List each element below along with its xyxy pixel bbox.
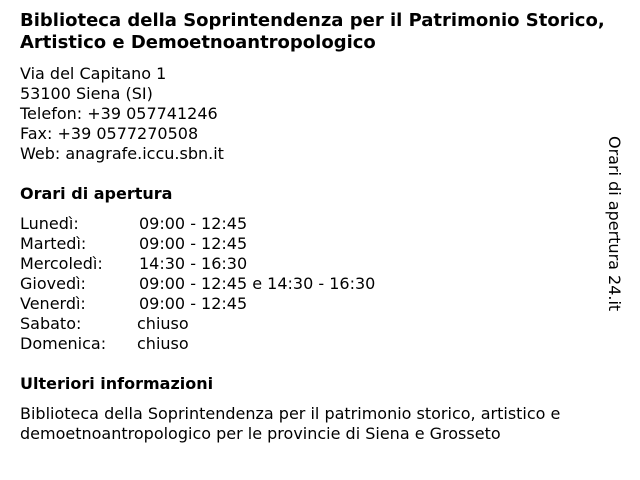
day-label: Domenica: — [20, 334, 107, 353]
additional-info-heading: Ulteriori informazioni — [20, 374, 214, 393]
time-value: 09:00 - 12:45 e 14:30 - 16:30 — [139, 274, 376, 293]
time-value: 09:00 - 12:45 — [139, 294, 248, 313]
time-value: chiuso — [137, 314, 189, 333]
additional-info-text: Biblioteca della Soprintendenza per il patrimonio storico, artistico e demoetnoantropologico per le provincie di Siena e Grosseto — [20, 404, 561, 443]
time-value: 09:00 - 12:45 — [139, 214, 248, 233]
opening-hours-heading: Orari di apertura — [20, 184, 173, 203]
day-label: Venerdì: — [20, 294, 86, 313]
time-value: 09:00 - 12:45 — [139, 234, 248, 253]
day-label: Sabato: — [20, 314, 82, 333]
time-value: chiuso — [137, 334, 189, 353]
address-block — [20, 64, 224, 164]
phone-number: Telefon: +39 057741246 — [20, 104, 218, 123]
street-address: Via del Capitano 1 — [20, 64, 167, 83]
page-title: Biblioteca della Soprintendenza per il Patrimonio Storico, Artistico e Demoetnoantropologico — [20, 10, 605, 53]
day-label: Giovedì: — [20, 274, 86, 293]
city-postal: 53100 Siena (SI) — [20, 84, 153, 103]
fax-number: Fax: +39 0577270508 — [20, 124, 199, 143]
website: Web: anagrafe.iccu.sbn.it — [20, 144, 224, 163]
day-label: Mercoledì: — [20, 254, 103, 273]
site-watermark: Orari di apertura 24.it — [605, 136, 624, 312]
time-value: 14:30 - 16:30 — [139, 254, 248, 273]
day-label: Lunedì: — [20, 214, 79, 233]
day-label: Martedì: — [20, 234, 87, 253]
